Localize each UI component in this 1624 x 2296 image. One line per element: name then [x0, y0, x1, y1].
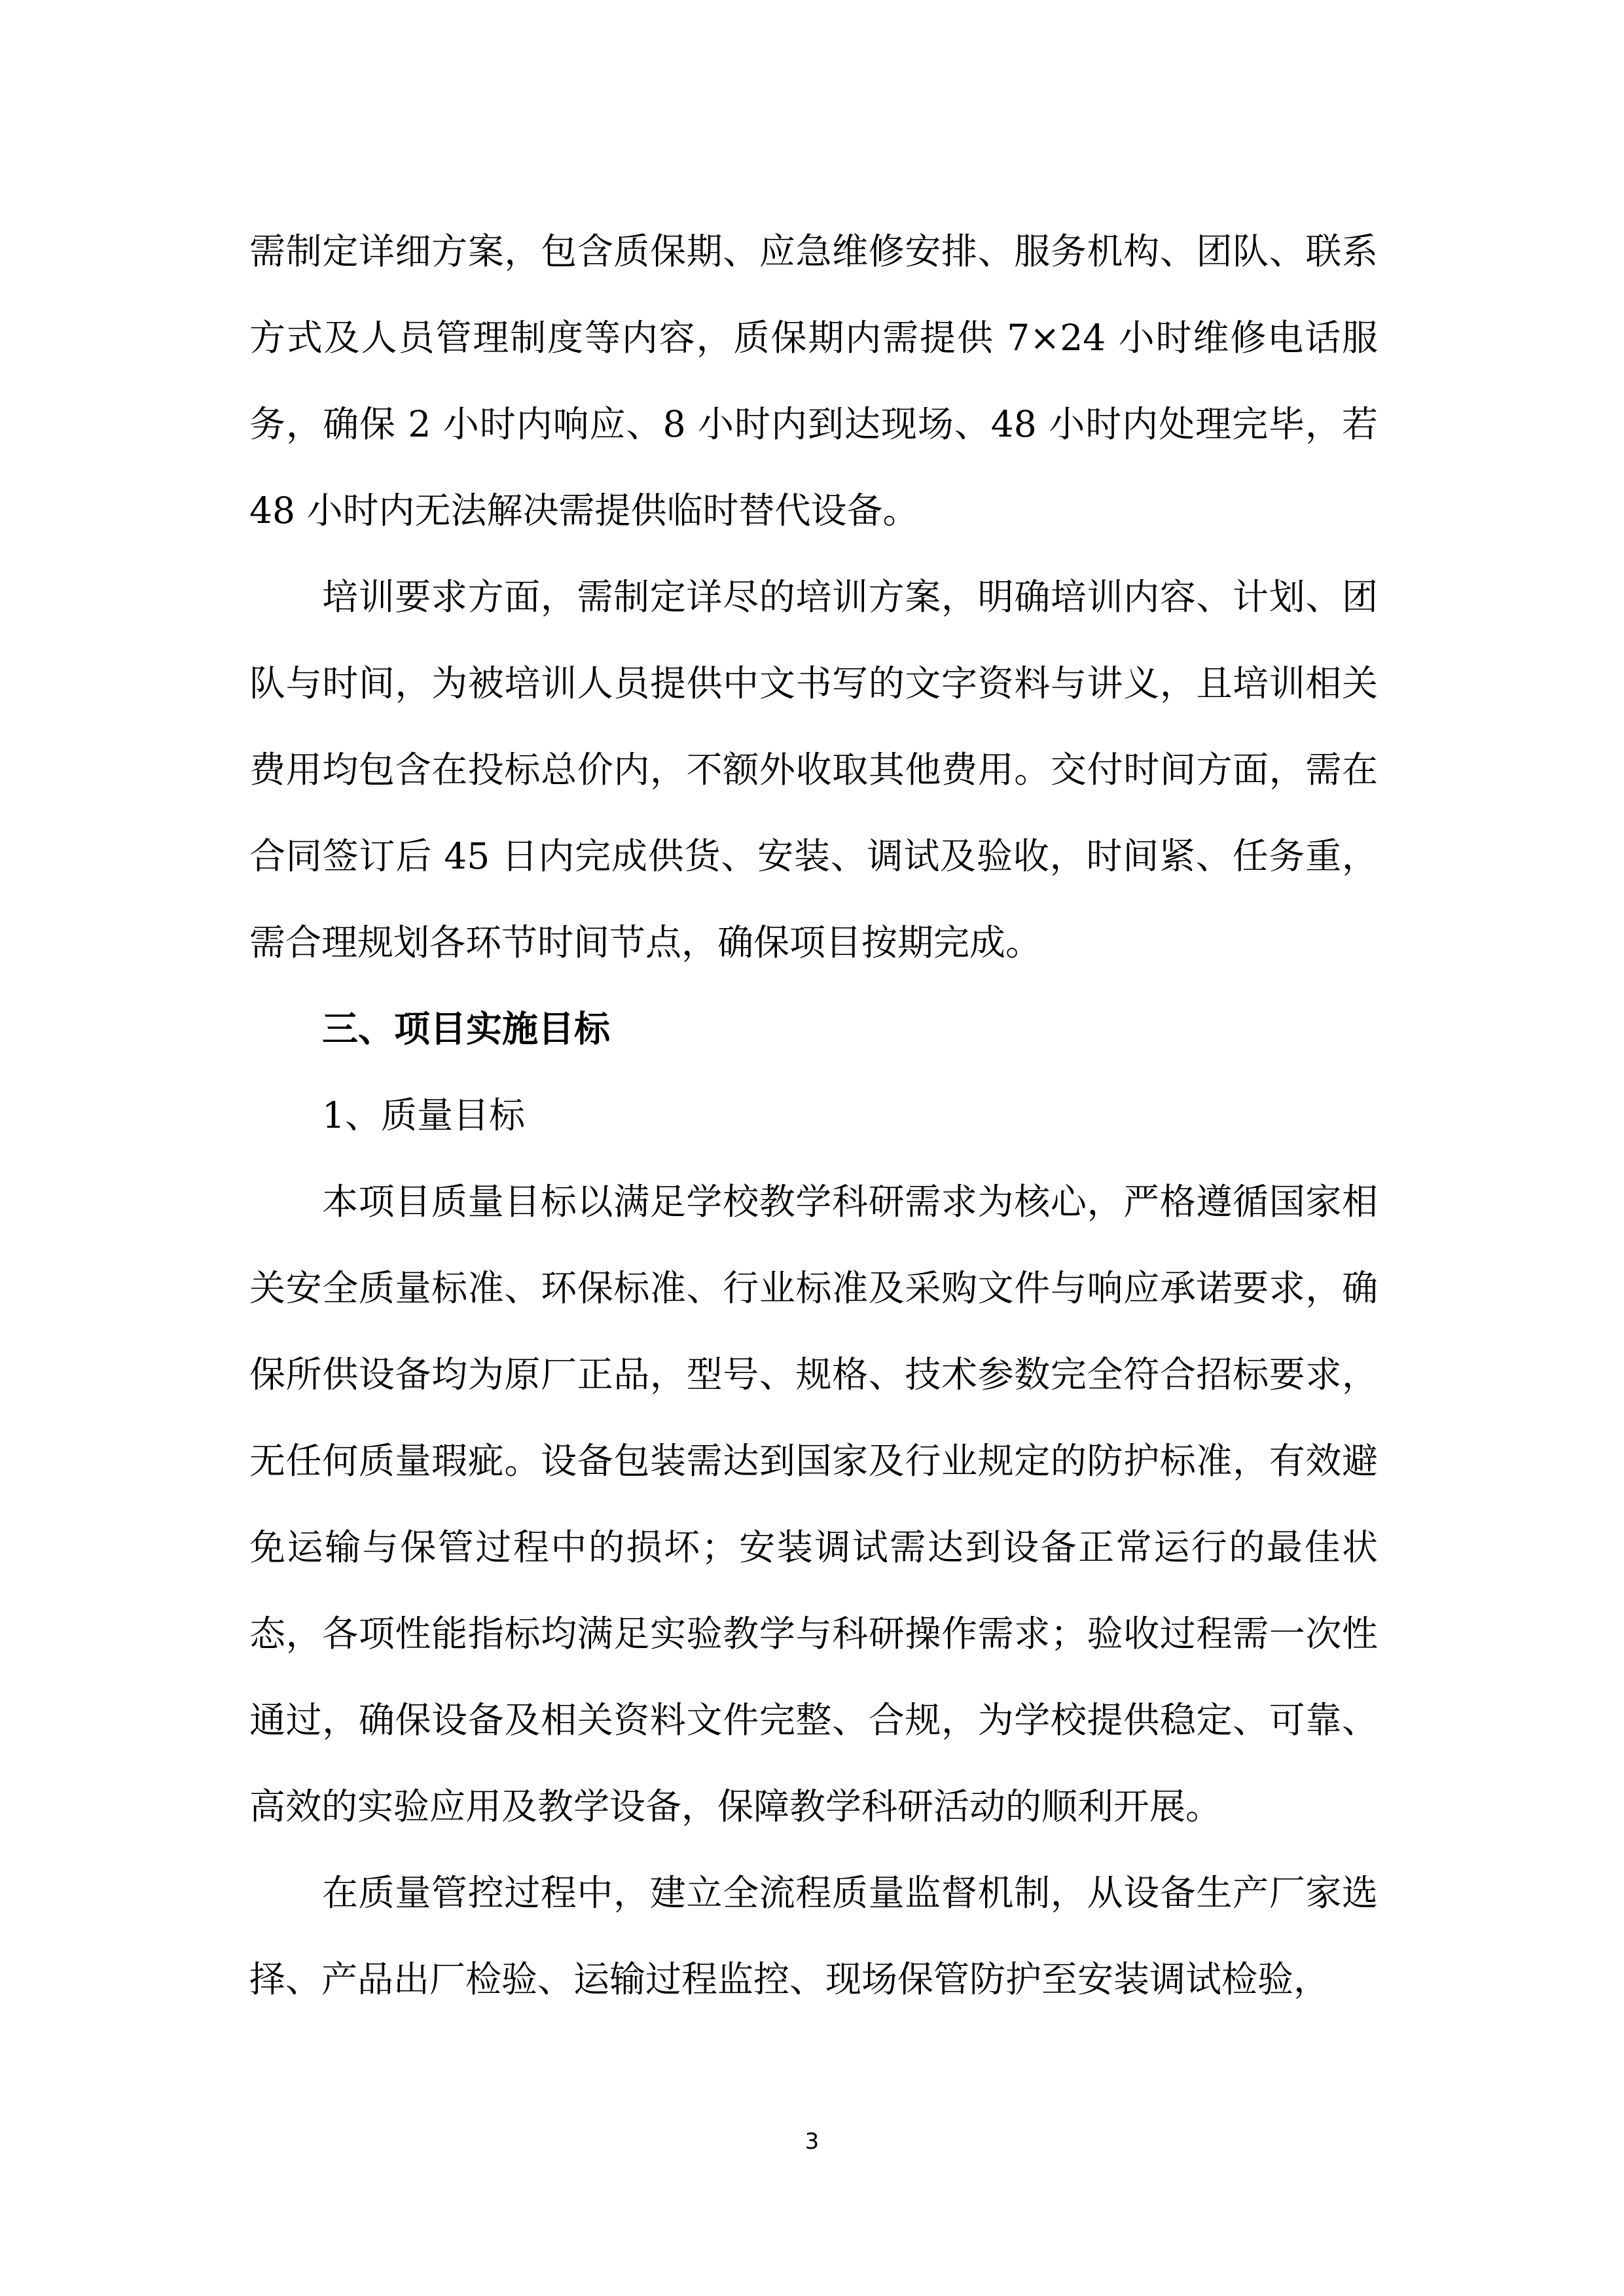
section-heading-implementation-goals: 三、项目实施目标: [322, 1007, 611, 1050]
paragraph-quality-control: 在质量管控过程中，建立全流程质量监督机制，从设备生产厂家选择、产品出厂检验、运输过程监控、现场保管防护至安装调试检验，: [249, 1872, 1378, 2000]
subsection-heading-quality-goal: 1、质量目标: [322, 1094, 525, 1136]
page-number: 3: [804, 2128, 820, 2155]
document-page: [249, 208, 1378, 2022]
paragraph-service-continuation: 需制定详细方案，包含质保期、应急维修安排、服务机构、团队、联系方式及人员管理制度等内容，质保期内需提供 7×24 小时维修电话服务，确保 2 小时内响应、8 小时内到达现场、48 小时内处理完毕，若 48 小时内无法解决需提供临时替代设备。: [249, 230, 1378, 531]
paragraph-quality-goal: 本项目质量目标以满足学校教学科研需求为核心，严格遵循国家相关安全质量标准、环保标准、行业标准及采购文件与响应承诺要求，确保所供设备均为原厂正品，型号、规格、技术参数完全符合招标要求，无任何质量瑕疵。设备包装需达到国家及行业规定的防护标准，有效避免运输与保管过程中的损坏；安装调试需达到设备正常运行的最佳状态，各项性能指标均满足实验教学与科研操作需求；验收过程需一次性通过，确保设备及相关资料文件完整、合规，为学校提供稳定、可靠、高效的实验应用及教学设备，保障教学科研活动的顺利开展。: [249, 1181, 1378, 1827]
paragraph-training-delivery: 培训要求方面，需制定详尽的培训方案，明确培训内容、计划、团队与时间，为被培训人员提供中文书写的文字资料与讲义，且培训相关费用均包含在投标总价内，不额外收取其他费用。交付时间方面，需在合同签订后 45 日内完成供货、安装、调试及验收，时间紧、任务重，需合理规划各环节时间节点，确保项目按期完成。: [249, 576, 1378, 963]
